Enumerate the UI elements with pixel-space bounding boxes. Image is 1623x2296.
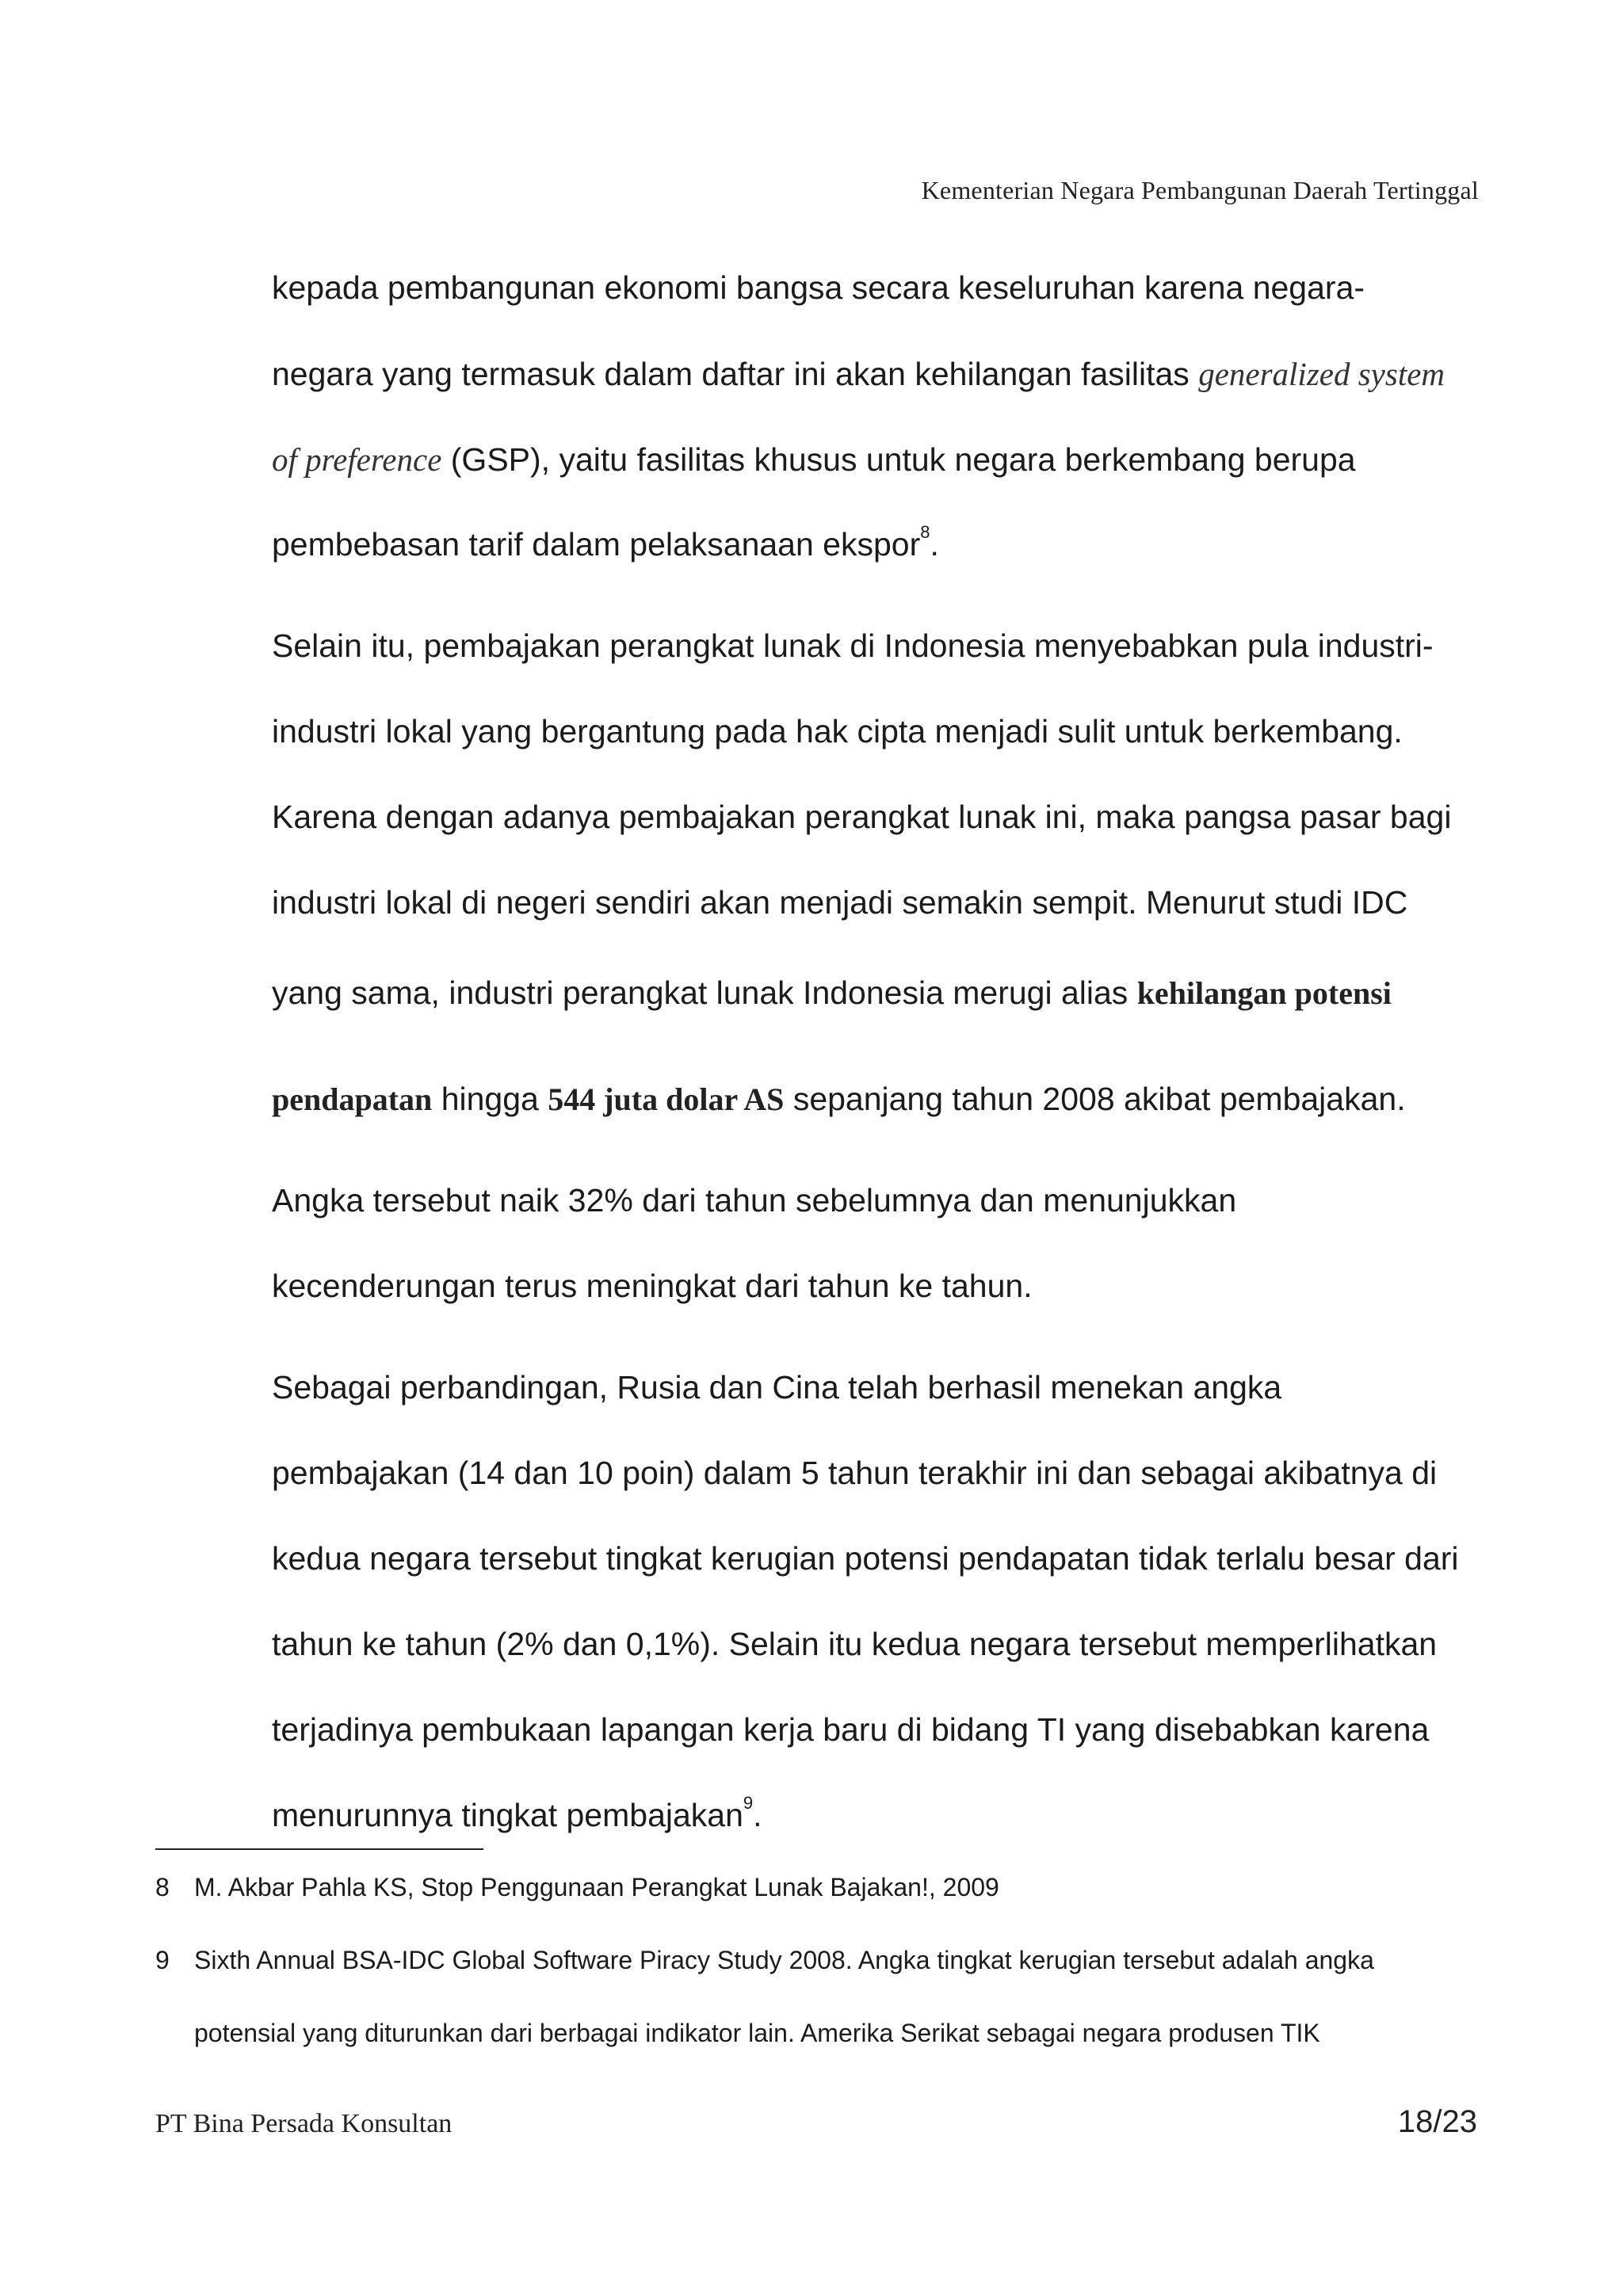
page-header: Kementerian Negara Pembangunan Daerah Tertinggal xyxy=(921,176,1479,204)
body-line: industri lokal yang bergantung pada hak cipta menjadi sulit untuk berkembang. xyxy=(272,713,1403,749)
footnote-number: 8 xyxy=(155,1873,170,1901)
body-text: (GSP), yaitu fasilitas khusus untuk negara berkembang berupa xyxy=(441,441,1356,478)
footnote-ref[interactable]: 9 xyxy=(743,1793,754,1813)
body-line: pembajakan (14 dan 10 poin) dalam 5 tahun terakhir ini dan sebagai akibatnya di xyxy=(272,1455,1438,1491)
body-text: . xyxy=(930,526,939,563)
body-line xyxy=(272,1081,1406,1118)
body-line xyxy=(272,974,1392,1012)
italic-term: generalized system xyxy=(1198,356,1445,392)
body-text: pembebasan tarif dalam pelaksanaan ekspor xyxy=(272,526,921,563)
body-line xyxy=(272,522,939,563)
body-line: Sebagai perbandingan, Rusia dan Cina telah berhasil menekan angka xyxy=(272,1369,1282,1405)
footnote-text: M. Akbar Pahla KS, Stop Penggunaan Perangkat Lunak Bajakan!, 2009 xyxy=(194,1873,999,1901)
body-text: . xyxy=(753,1797,762,1833)
body-text: menurunnya tingkat pembajakan xyxy=(272,1797,743,1833)
footer-company: PT Bina Persada Konsultan xyxy=(155,2109,453,2138)
body-text: hingga xyxy=(432,1081,548,1117)
body-line: Selain itu, pembajakan perangkat lunak di Indonesia menyebabkan pula industri- xyxy=(272,627,1434,664)
body-line: tahun ke tahun (2% dan 0,1%). Selain itu kedua negara tersebut memperlihatkan xyxy=(272,1626,1438,1662)
footnote-number: 9 xyxy=(155,1946,170,1974)
body-text: negara yang termasuk dalam daftar ini akan kehilangan fasilitas xyxy=(272,356,1199,392)
italic-term: of preference xyxy=(272,441,442,478)
bold-term: kehilangan potensi xyxy=(1136,975,1392,1011)
body-line xyxy=(272,355,1445,393)
body-text: sepanjang tahun 2008 akibat pembajakan. xyxy=(784,1081,1406,1117)
bold-term: 544 juta dolar AS xyxy=(548,1081,785,1117)
body-line: terjadinya pembukaan lapangan kerja baru di bidang TI yang disebabkan karena xyxy=(272,1711,1430,1748)
body-line: kecenderungan terus meningkat dari tahun ke tahun. xyxy=(272,1268,1033,1304)
bold-term: pendapatan xyxy=(272,1081,433,1117)
body-line: kepada pembangunan ekonomi bangsa secara keseluruhan karena negara- xyxy=(272,269,1365,306)
body-text: yang sama, industri perangkat lunak Indonesia merugi alias xyxy=(272,974,1137,1011)
body-line xyxy=(272,441,1356,479)
body-line xyxy=(272,1793,762,1834)
page-number: 18/23 xyxy=(1397,2104,1477,2139)
body-line: Karena dengan adanya pembajakan perangkat lunak ini, maka pangsa pasar bagi xyxy=(272,799,1452,835)
body-line: Angka tersebut naik 32% dari tahun sebelumnya dan menunjukkan xyxy=(272,1182,1237,1219)
body-line: industri lokal di negeri sendiri akan menjadi semakin sempit. Menurut studi IDC xyxy=(272,884,1408,921)
footnote-text: Sixth Annual BSA-IDC Global Software Piracy Study 2008. Angka tingkat kerugian tersebut adalah angka xyxy=(194,1946,1374,1974)
footnote-ref[interactable]: 8 xyxy=(920,522,930,542)
footnote-separator xyxy=(155,1848,483,1850)
body-line: kedua negara tersebut tingkat kerugian potensi pendapatan tidak terlalu besar dari xyxy=(272,1540,1459,1577)
footnote-text: potensial yang diturunkan dari berbagai indikator lain. Amerika Serikat sebagai negara produsen TIK xyxy=(194,2019,1320,2047)
